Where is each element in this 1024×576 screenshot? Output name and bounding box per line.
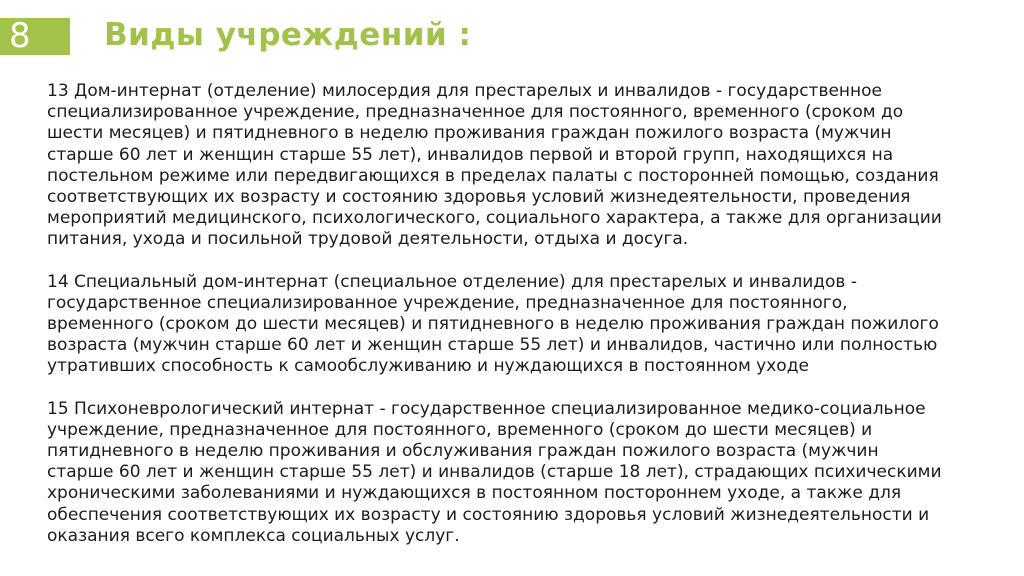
paragraph-item-13: 13 Дом-интернат (отделение) милосердия для престарелых и инвалидов - государственное специализированное учреждение, предназначенное для постоянного, временного (сроком до шести месяцев) и пятидневного в неделю проживания граждан пожилого возраста (мужчин старше 60 лет и женщин старше 55 лет), инвалидов первой и второй групп, находящихся на постельном режиме или передвигающихся в пределах палаты с посторонней помощью, создания соответствующих их возрасту и состоянию здоровья условий жизнедеятельности, проведения мероприятий медицинского, психологического, социального характера, а также для организации питания, ухода и посильной трудовой деятельности, отдыха и досуга. — [47, 81, 942, 250]
slide-number-badge: 8 — [0, 18, 70, 55]
paragraph-item-15: 15 Психоневрологический интернат - государственное специализированное медико-социальное учреждение, предназначенное для постоянного, временного (сроком до шести месяцев) и пятидневного в неделю проживания и обслуживания граждан пожилого возраста (мужчин старше 60 лет и женщин старше 55 лет) и инвалидов (старше 18 лет), страдающих психическими хроническими заболеваниями и нуждающихся в постоянном постороннем уходе, а также для обеспечения соответствующих их возрасту и состоянию здоровья условий жизнедеятельности и оказания всего комплекса социальных услуг. — [47, 398, 942, 546]
paragraph-item-14: 14 Специальный дом-интернат (специальное отделение) для престарелых и инвалидов - государственное специализированное учреждение, предназначенное для постоянного, временного (сроком до шести месяцев) и пятидневного в неделю проживания граждан пожилого возраста (мужчин старше 60 лет и женщин старше 55 лет) и инвалидов, частично или полностью утративших способность к самообслуживанию и нуждающихся в постоянном уходе — [47, 271, 939, 377]
slide-title: Виды учреждений : — [104, 17, 472, 53]
slide-body — [47, 81, 949, 547]
slide-header — [0, 0, 1024, 62]
